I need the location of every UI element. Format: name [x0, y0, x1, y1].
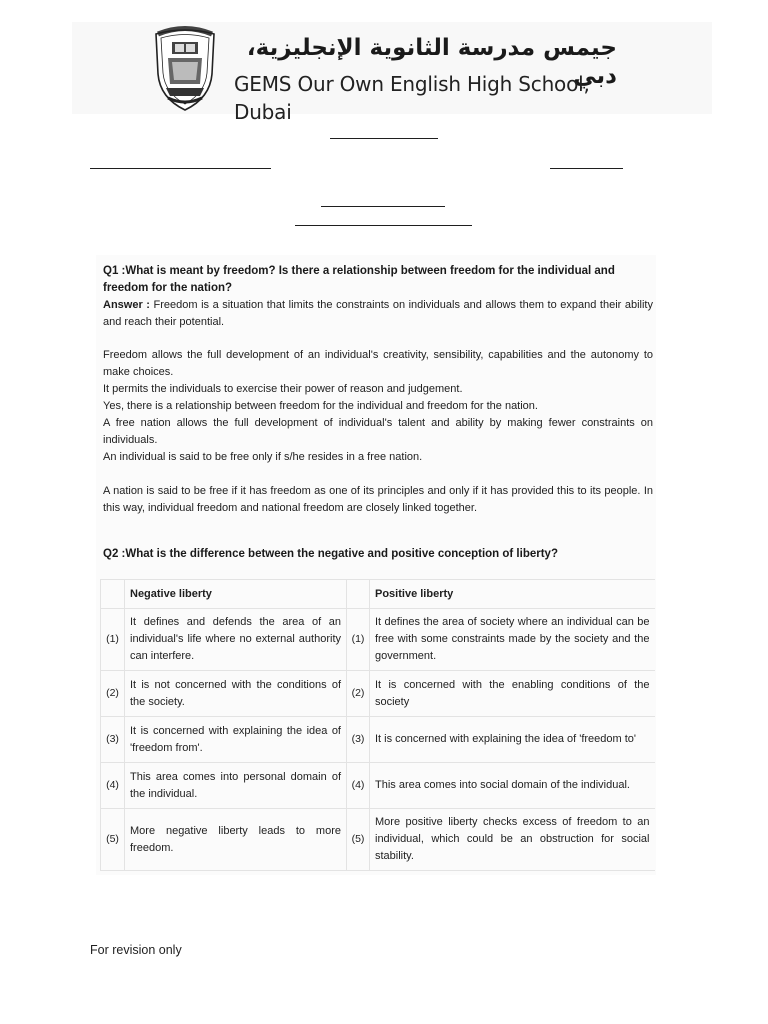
- row-number: (4): [101, 763, 125, 809]
- negative-liberty-cell: It is not concerned with the conditions of the society.: [125, 671, 347, 717]
- footer-note: For revision only: [90, 943, 182, 957]
- table-header-cell: [347, 580, 370, 609]
- positive-liberty-cell: It is concerned with the enabling conditions of the society: [370, 671, 655, 717]
- table-row: [101, 763, 655, 809]
- school-crest-logo: [150, 24, 220, 112]
- negative-liberty-cell: It defines and defends the area of an individual's life where no external authority can interfere.: [125, 609, 347, 671]
- table-header-positive: Positive liberty: [370, 580, 655, 609]
- blank-line: [330, 138, 438, 139]
- row-number: (3): [101, 717, 125, 763]
- answer-label: Answer :: [103, 299, 150, 311]
- answer-line: Yes, there is a relationship between freedom for the individual and freedom for the nation.: [103, 400, 538, 412]
- blank-line: [295, 225, 472, 226]
- answer-1-paragraph: [103, 297, 653, 331]
- negative-liberty-cell: This area comes into personal domain of the individual.: [125, 763, 347, 809]
- positive-liberty-cell: More positive liberty checks excess of freedom to an individual, which could be an obstruction for social stability.: [370, 809, 655, 871]
- row-number: (3): [347, 717, 370, 763]
- row-number: (5): [347, 809, 370, 871]
- row-number: (5): [101, 809, 125, 871]
- positive-liberty-cell: This area comes into social domain of the individual.: [370, 763, 655, 809]
- liberty-comparison-table: [100, 579, 655, 871]
- blank-line: [321, 206, 445, 207]
- answer-text: Freedom is a situation that limits the constraints on individuals and allows them to expand their ability and reach their potential.: [103, 299, 653, 328]
- answer-line: Freedom allows the full development of an individual's creativity, sensibility, capabilities and the autonomy to make choices.: [103, 349, 653, 378]
- question-1: Q1 :What is meant by freedom? Is there a relationship between freedom for the individual and freedom for the nation?: [103, 265, 615, 294]
- table-row: [101, 717, 655, 763]
- row-number: (1): [101, 609, 125, 671]
- table-row: [101, 671, 655, 717]
- row-number: (2): [101, 671, 125, 717]
- answer-1-paragraph-2: [103, 347, 653, 466]
- question-2: Q2 :What is the difference between the negative and positive conception of liberty?: [103, 548, 558, 560]
- answer-1-paragraph-3: A nation is said to be free if it has freedom as one of its principles and only if it has provided this to its people. In this way, individual freedom and national freedom are closely linked together.: [103, 485, 653, 514]
- school-name-arabic: جيمس مدرسة الثانوية الإنجليزية، دبي: [246, 35, 617, 89]
- answer-line: It permits the individuals to exercise their power of reason and judgement.: [103, 383, 463, 395]
- table-row: [101, 809, 655, 871]
- blank-line: [90, 168, 271, 169]
- table-row: [101, 609, 655, 671]
- answer-line: A free nation allows the full development of individual's talent and ability by making fewer constraints on individuals.: [103, 417, 653, 446]
- negative-liberty-cell: It is concerned with explaining the idea of 'freedom from'.: [125, 717, 347, 763]
- positive-liberty-cell: It defines the area of society where an individual can be free with some constraints made by the society and the government.: [370, 609, 655, 671]
- row-number: (1): [347, 609, 370, 671]
- table-header-negative: Negative liberty: [125, 580, 347, 609]
- school-name-english: GEMS Our Own English High School, Dubai: [234, 72, 590, 124]
- answer-line: An individual is said to be free only if s/he resides in a free nation.: [103, 451, 423, 463]
- row-number: (2): [347, 671, 370, 717]
- row-number: (4): [347, 763, 370, 809]
- blank-line: [550, 168, 623, 169]
- negative-liberty-cell: More negative liberty leads to more freedom.: [125, 809, 347, 871]
- table-header-row: [101, 580, 655, 609]
- positive-liberty-cell: It is concerned with explaining the idea of 'freedom to': [370, 717, 655, 763]
- table-header-cell: [101, 580, 125, 609]
